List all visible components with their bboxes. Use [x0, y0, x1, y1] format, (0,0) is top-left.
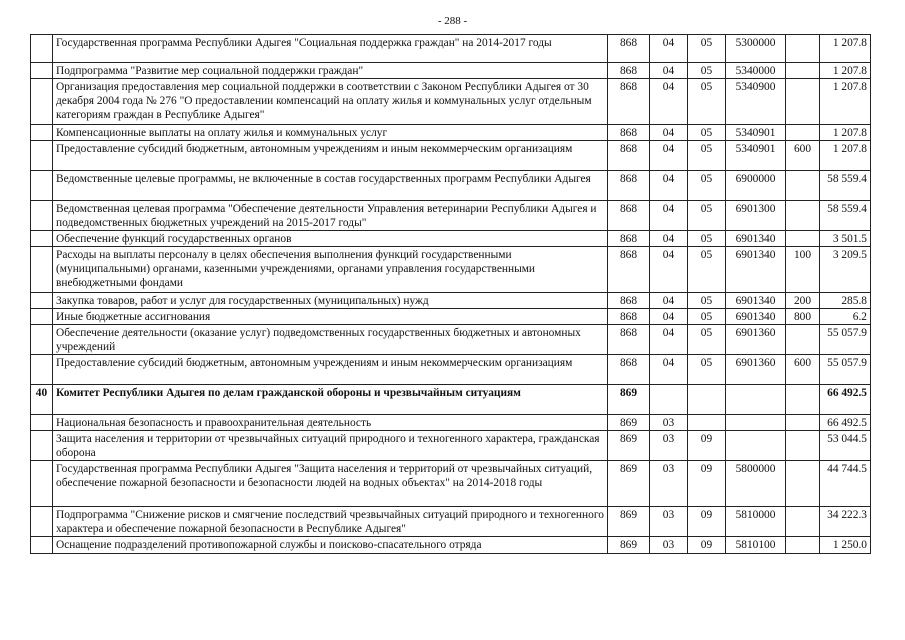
- amount-cell: 1 207.8: [820, 141, 871, 171]
- expense-type-code-cell: [786, 385, 820, 415]
- amount-cell: 58 559.4: [820, 201, 871, 231]
- expense-type-code-cell: [786, 461, 820, 507]
- subsection-code-cell: 09: [688, 537, 726, 554]
- article-code-cell: 6901360: [726, 355, 786, 385]
- section-code-cell: 03: [650, 461, 688, 507]
- expense-type-code-cell: [786, 325, 820, 355]
- item-name-cell: Подпрограмма "Развитие мер социальной поддержки граждан": [53, 63, 608, 79]
- table-row: [31, 415, 871, 431]
- row-number-cell: [31, 231, 53, 247]
- amount-cell: 66 492.5: [820, 385, 871, 415]
- article-code-cell: 6901340: [726, 309, 786, 325]
- ministry-code-cell: 868: [608, 201, 650, 231]
- expense-type-code-cell: [786, 415, 820, 431]
- row-number-cell: [31, 309, 53, 325]
- ministry-code-cell: 868: [608, 63, 650, 79]
- item-name-cell: Подпрограмма "Снижение рисков и смягчение последствий чрезвычайных ситуаций природного и техногенного характера и обеспечение пожарной безопасности в Республике Адыгея": [53, 507, 608, 537]
- row-number-cell: [31, 415, 53, 431]
- section-code-cell: 04: [650, 141, 688, 171]
- ministry-code-cell: 869: [608, 431, 650, 461]
- row-number-cell: [31, 63, 53, 79]
- table-row: [31, 231, 871, 247]
- item-name-cell: Закупка товаров, работ и услуг для государственных (муниципальных) нужд: [53, 293, 608, 309]
- table-row: [31, 325, 871, 355]
- article-code-cell: 5340000: [726, 63, 786, 79]
- table-row: [31, 125, 871, 141]
- ministry-code-cell: 868: [608, 355, 650, 385]
- table-row: [31, 201, 871, 231]
- item-name-cell: Оснащение подразделений противопожарной службы и поисково-спасательного отряда: [53, 537, 608, 554]
- subsection-code-cell: [688, 385, 726, 415]
- article-code-cell: 5800000: [726, 461, 786, 507]
- amount-cell: 285.8: [820, 293, 871, 309]
- row-number-cell: [31, 461, 53, 507]
- expense-type-code-cell: [786, 431, 820, 461]
- article-code-cell: 5810100: [726, 537, 786, 554]
- table-row: [31, 171, 871, 201]
- article-code-cell: [726, 431, 786, 461]
- article-code-cell: 6901340: [726, 247, 786, 293]
- expense-type-code-cell: [786, 35, 820, 63]
- expense-type-code-cell: [786, 507, 820, 537]
- row-number-cell: [31, 247, 53, 293]
- expense-type-code-cell: [786, 201, 820, 231]
- subsection-code-cell: 05: [688, 355, 726, 385]
- article-code-cell: 5340901: [726, 125, 786, 141]
- ministry-code-cell: 869: [608, 415, 650, 431]
- ministry-code-cell: 868: [608, 247, 650, 293]
- table-row: [31, 141, 871, 171]
- amount-cell: 53 044.5: [820, 431, 871, 461]
- subsection-code-cell: 05: [688, 325, 726, 355]
- expense-type-code-cell: [786, 125, 820, 141]
- subsection-code-cell: 05: [688, 293, 726, 309]
- ministry-code-cell: 868: [608, 35, 650, 63]
- expense-type-code-cell: [786, 537, 820, 554]
- subsection-code-cell: 05: [688, 231, 726, 247]
- section-code-cell: 03: [650, 507, 688, 537]
- page-number: - 288 -: [437, 15, 468, 27]
- subsection-code-cell: 05: [688, 35, 726, 63]
- ministry-code-cell: 868: [608, 125, 650, 141]
- row-number-cell: [31, 79, 53, 125]
- section-code-cell: 04: [650, 63, 688, 79]
- subsection-code-cell: 05: [688, 79, 726, 125]
- article-code-cell: 6900000: [726, 171, 786, 201]
- amount-cell: 44 744.5: [820, 461, 871, 507]
- item-name-cell: Организация предоставления мер социальной поддержки в соответствии с Законом Республики Адыгея от 30 декабря 2004 года № 276 "О предоставлении компенсаций на оплату жилья и коммунальных услуг отдельным категориям граждан в Республике Адыгея": [53, 79, 608, 125]
- article-code-cell: 6901300: [726, 201, 786, 231]
- row-number-cell: [31, 325, 53, 355]
- subsection-code-cell: [688, 415, 726, 431]
- article-code-cell: 5300000: [726, 35, 786, 63]
- expense-type-code-cell: 800: [786, 309, 820, 325]
- item-name-cell: Обеспечение деятельности (оказание услуг) подведомственных государственных бюджетных и автономных учреждений: [53, 325, 608, 355]
- section-code-cell: 04: [650, 325, 688, 355]
- item-name-cell: Обеспечение функций государственных органов: [53, 231, 608, 247]
- item-name-cell: Комитет Республики Адыгея по делам гражданской обороны и чрезвычайным ситуациям: [53, 385, 608, 415]
- table-row: [31, 63, 871, 79]
- item-name-cell: Предоставление субсидий бюджетным, автономным учреждениям и иным некоммерческим организациям: [53, 141, 608, 171]
- section-code-cell: 04: [650, 293, 688, 309]
- row-number-cell: [31, 141, 53, 171]
- row-number-cell: [31, 201, 53, 231]
- subsection-code-cell: 05: [688, 125, 726, 141]
- amount-cell: 66 492.5: [820, 415, 871, 431]
- section-code-cell: 03: [650, 537, 688, 554]
- budget-table: [30, 34, 871, 554]
- row-number-cell: 40: [31, 385, 53, 415]
- table-row: [31, 309, 871, 325]
- row-number-cell: [31, 507, 53, 537]
- ministry-code-cell: 868: [608, 293, 650, 309]
- amount-cell: 3 209.5: [820, 247, 871, 293]
- subsection-code-cell: 05: [688, 63, 726, 79]
- expense-type-code-cell: 200: [786, 293, 820, 309]
- row-number-cell: [31, 171, 53, 201]
- expense-type-code-cell: [786, 79, 820, 125]
- table-row: [31, 293, 871, 309]
- article-code-cell: 5340901: [726, 141, 786, 171]
- article-code-cell: 5810000: [726, 507, 786, 537]
- table-row: [31, 461, 871, 507]
- amount-cell: 1 207.8: [820, 63, 871, 79]
- amount-cell: 1 250.0: [820, 537, 871, 554]
- subsection-code-cell: 09: [688, 507, 726, 537]
- table-row: [31, 537, 871, 554]
- item-name-cell: Предоставление субсидий бюджетным, автономным учреждениям и иным некоммерческим организациям: [53, 355, 608, 385]
- ministry-code-cell: 868: [608, 79, 650, 125]
- item-name-cell: Государственная программа Республики Адыгея "Социальная поддержка граждан" на 2014-2017 годы: [53, 35, 608, 63]
- ministry-code-cell: 869: [608, 461, 650, 507]
- section-code-cell: 04: [650, 309, 688, 325]
- expense-type-code-cell: [786, 63, 820, 79]
- item-name-cell: Ведомственные целевые программы, не включенные в состав государственных программ Республики Адыгея: [53, 171, 608, 201]
- expense-type-code-cell: [786, 171, 820, 201]
- amount-cell: 1 207.8: [820, 125, 871, 141]
- subsection-code-cell: 05: [688, 171, 726, 201]
- row-number-cell: [31, 431, 53, 461]
- article-code-cell: 6901340: [726, 293, 786, 309]
- table-row: [31, 247, 871, 293]
- ministry-code-cell: 868: [608, 141, 650, 171]
- expense-type-code-cell: [786, 231, 820, 247]
- row-number-cell: [31, 35, 53, 63]
- expense-type-code-cell: 600: [786, 141, 820, 171]
- ministry-code-cell: 869: [608, 507, 650, 537]
- article-code-cell: 6901340: [726, 231, 786, 247]
- section-code-cell: [650, 385, 688, 415]
- item-name-cell: Ведомственная целевая программа "Обеспечение деятельности Управления ветеринарии Республики Адыгея и подведомственных бюджетных учреждений на 2015-2017 годы": [53, 201, 608, 231]
- table-row: [31, 431, 871, 461]
- article-code-cell: [726, 415, 786, 431]
- item-name-cell: Защита населения и территории от чрезвычайных ситуаций природного и техногенного характера, гражданская оборона: [53, 431, 608, 461]
- table-row: [31, 35, 871, 63]
- subsection-code-cell: 09: [688, 461, 726, 507]
- section-code-cell: 04: [650, 35, 688, 63]
- section-code-cell: 04: [650, 171, 688, 201]
- table-row: [31, 355, 871, 385]
- ministry-code-cell: 868: [608, 309, 650, 325]
- subsection-code-cell: 09: [688, 431, 726, 461]
- amount-cell: 55 057.9: [820, 325, 871, 355]
- item-name-cell: Национальная безопасность и правоохранительная деятельность: [53, 415, 608, 431]
- subsection-code-cell: 05: [688, 309, 726, 325]
- amount-cell: 58 559.4: [820, 171, 871, 201]
- ministry-code-cell: 868: [608, 325, 650, 355]
- subsection-code-cell: 05: [688, 247, 726, 293]
- section-code-cell: 04: [650, 231, 688, 247]
- item-name-cell: Иные бюджетные ассигнования: [53, 309, 608, 325]
- row-number-cell: [31, 537, 53, 554]
- section-code-cell: 03: [650, 415, 688, 431]
- expense-type-code-cell: 600: [786, 355, 820, 385]
- item-name-cell: Государственная программа Республики Адыгея "Защита населения и территорий от чрезвычайных ситуаций, обеспечение пожарной безопасности и безопасности людей на водных объектах" на 2014-2018 годы: [53, 461, 608, 507]
- article-code-cell: [726, 385, 786, 415]
- section-code-cell: 04: [650, 79, 688, 125]
- section-code-cell: 04: [650, 355, 688, 385]
- amount-cell: 55 057.9: [820, 355, 871, 385]
- section-code-cell: 04: [650, 201, 688, 231]
- subsection-code-cell: 05: [688, 141, 726, 171]
- ministry-code-cell: 868: [608, 171, 650, 201]
- amount-cell: 1 207.8: [820, 79, 871, 125]
- amount-cell: 34 222.3: [820, 507, 871, 537]
- section-code-cell: 03: [650, 431, 688, 461]
- item-name-cell: Компенсационные выплаты на оплату жилья и коммунальных услуг: [53, 125, 608, 141]
- amount-cell: 6.2: [820, 309, 871, 325]
- subsection-code-cell: 05: [688, 201, 726, 231]
- article-code-cell: 5340900: [726, 79, 786, 125]
- amount-cell: 3 501.5: [820, 231, 871, 247]
- ministry-code-cell: 868: [608, 231, 650, 247]
- item-name-cell: Расходы на выплаты персоналу в целях обеспечения выполнения функций государственными (муниципальными) органами, казенными учреждениями, органами управления государственными внебюджетными фондами: [53, 247, 608, 293]
- amount-cell: 1 207.8: [820, 35, 871, 63]
- table-row: [31, 507, 871, 537]
- table-row: [31, 79, 871, 125]
- expense-type-code-cell: 100: [786, 247, 820, 293]
- table-row: [31, 385, 871, 415]
- ministry-code-cell: 869: [608, 385, 650, 415]
- section-code-cell: 04: [650, 247, 688, 293]
- article-code-cell: 6901360: [726, 325, 786, 355]
- row-number-cell: [31, 125, 53, 141]
- row-number-cell: [31, 355, 53, 385]
- row-number-cell: [31, 293, 53, 309]
- ministry-code-cell: 869: [608, 537, 650, 554]
- section-code-cell: 04: [650, 125, 688, 141]
